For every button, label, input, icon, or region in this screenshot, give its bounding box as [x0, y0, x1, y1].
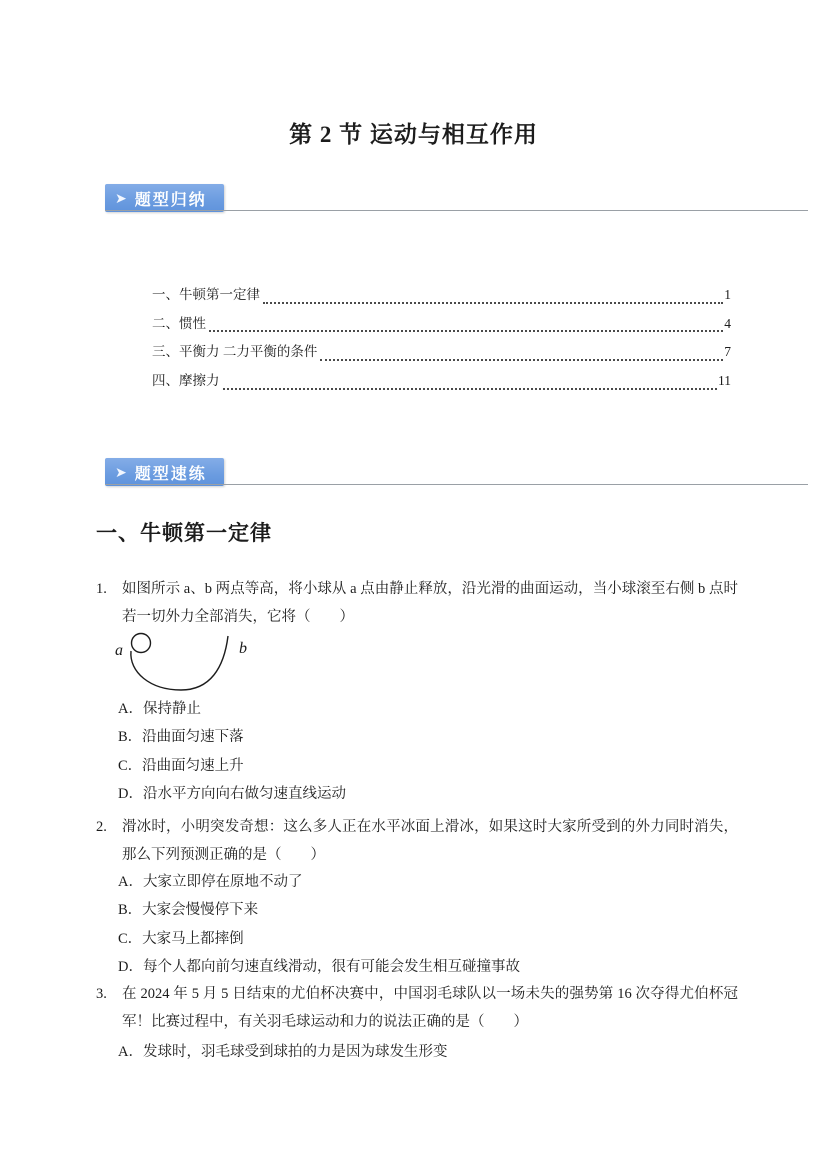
horizontal-divider: [105, 210, 808, 211]
question-3: [96, 980, 738, 1037]
toc-page-number: 4: [724, 315, 731, 331]
toc-item-newtons-first-law[interactable]: [152, 283, 731, 312]
arrow-right-icon: ➤: [115, 190, 127, 206]
page-title: 第 2 节 运动与相互作用: [289, 122, 538, 147]
toc-page-number: 1: [724, 287, 731, 302]
curve-path: [131, 636, 228, 690]
option-d: D．每个人都向前匀速直线滑动，很有可能会发生相互碰撞事故: [118, 958, 520, 975]
toc-page-number: 7: [724, 344, 731, 360]
option-b: B．大家会慢慢停下来: [118, 902, 259, 919]
toc-item-label: 四、摩擦力: [152, 373, 220, 389]
option-d: D．沿水平方向向右做匀速直线运动: [118, 785, 346, 802]
arrow-right-icon: ➤: [115, 464, 127, 480]
question-number: 3.: [96, 986, 107, 1002]
ball-icon: [132, 634, 151, 653]
point-b-label: b: [239, 640, 247, 657]
section-banner-question-types: [105, 184, 224, 212]
banner-label: 题型速练: [134, 465, 207, 483]
toc-dot-leader: [223, 388, 718, 390]
option-a: A．发球时，羽毛球受到球拍的力是因为球发生形变: [118, 1044, 448, 1060]
question-2: [96, 813, 738, 870]
option-c: C．沿曲面匀速上升: [118, 757, 244, 774]
toc-item-label: 一、牛顿第一定律: [152, 287, 260, 302]
option-a: A．保持静止: [118, 701, 201, 717]
horizontal-divider: [105, 484, 808, 485]
option-a: A．大家立即停在原地不动了: [118, 874, 303, 890]
question-3-options: [118, 1038, 738, 1066]
toc-item-friction[interactable]: [152, 369, 731, 398]
point-a-label: a: [115, 642, 123, 659]
toc-item-label: 二、惯性: [152, 315, 206, 331]
question-1-options: [118, 695, 738, 808]
toc-page-number: 11: [718, 373, 731, 389]
option-b: B．沿曲面匀速下落: [118, 729, 244, 746]
question-number: 1.: [96, 581, 107, 597]
section-heading-newtons-first-law: 一、牛顿第一定律: [96, 521, 272, 545]
question-text: 如图所示 a、b 两点等高，将小球从 a 点由静止释放，沿光滑的曲面运动，当小球滚至右侧 b 点时若一切外力全部消失，它将（ ）: [122, 581, 738, 626]
question-number: 2.: [96, 819, 107, 835]
question-text: 在 2024 年 5 月 5 日结束的尤伯杯决赛中，中国羽毛球队以一场未失的强势第 16 次夺得尤伯杯冠军！比赛过程中，有关羽毛球运动和力的说法正确的是（ ）: [122, 986, 738, 1031]
question-1: [96, 575, 738, 632]
toc-dot-leader: [263, 302, 723, 304]
question-text: 滑冰时，小明突发奇想：这么多人正在水平冰面上滑冰，如果这时大家所受到的外力同时消失，那么下列预测正确的是（ ）: [122, 819, 738, 864]
table-of-contents: [152, 283, 731, 398]
section-banner-quick-practice: [105, 458, 224, 486]
toc-dot-leader: [320, 359, 723, 361]
toc-dot-leader: [209, 330, 723, 332]
toc-item-balanced-forces[interactable]: [152, 340, 731, 369]
question-2-options: [118, 868, 738, 981]
option-c: C．大家马上都摔倒: [118, 930, 244, 947]
toc-item-inertia[interactable]: [152, 312, 731, 341]
toc-item-label: 三、平衡力 二力平衡的条件: [152, 344, 318, 360]
banner-label: 题型归纳: [134, 191, 207, 209]
